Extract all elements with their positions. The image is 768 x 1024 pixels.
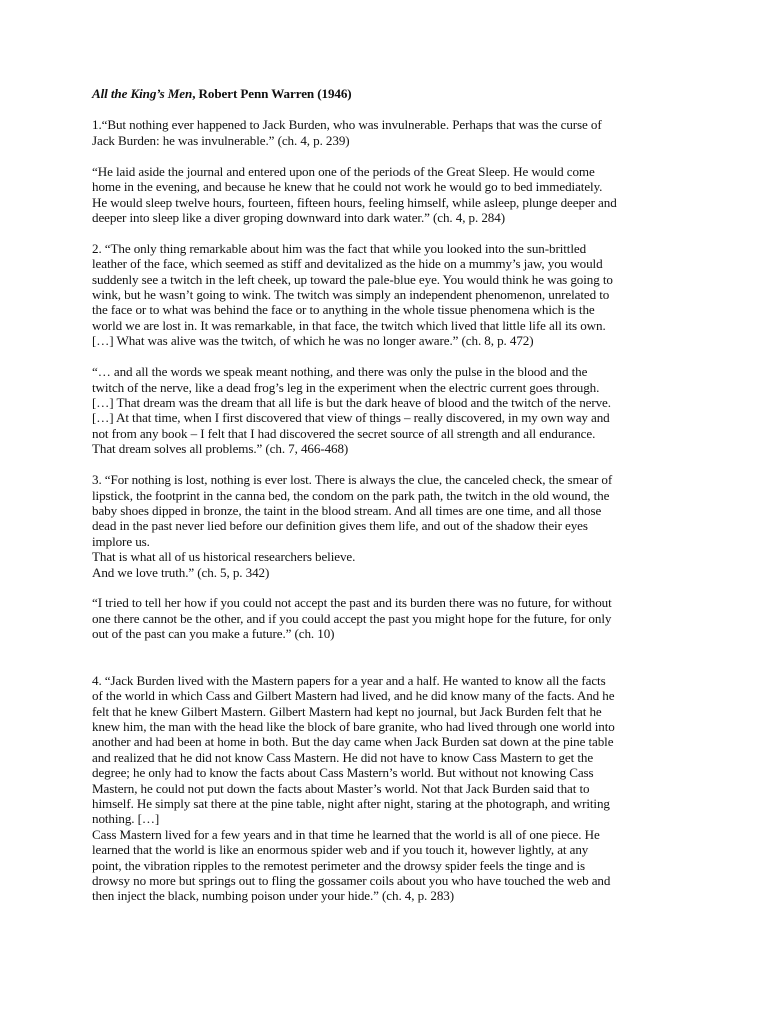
author-and-year: , Robert Penn Warren (1946) bbox=[192, 86, 352, 101]
book-title: All the King’s Men bbox=[92, 86, 193, 101]
quote-paragraph: 4. “Jack Burden lived with the Mastern papers for a year and a half. He wanted to know all the facts of the world in which Cass and Gilbert Mastern had lived, and he did know many of the facts. And he felt that he knew Gilbert Mastern. Gilbert Mastern had kept no journal, but Jack Burden felt that he knew him, the man with the head like the block of bare granite, who had lived through one world into another and had been at home in both. But the day came when Jack Burden sat down at the pine table and realized that he did not know Cass Mastern. He did not have to know Cass Mastern to get the degree; he only had to know the facts about Cass Mastern’s world. But without not knowing Cass Mastern, he could not put down the facts about Master’s world. Not that Jack Burden said that to himself. He simply sat there at the pine table, night after night, staring at the photograph, and writing nothing. […] Cass Mastern lived for a few years and in that time he learned that the world is all of one piece. He learned that the world is like an enormous spider web and if you touch it, however lightly, at any point, the vibration ripples to the remotest perimeter and the drowsy spider feels the tinge and is drowsy no more but springs out to fling the gossamer coils about you who have touched the web and then inject the black, numbing poison under your hide.” (ch. 4, p. 283) bbox=[92, 672, 615, 904]
document-body bbox=[92, 86, 676, 919]
quote-paragraph: 3. “For nothing is lost, nothing is ever lost. There is always the clue, the canceled check, the smear of lipstick, the footprint in the canna bed, the condom on the park path, the twitch in the old wound, the baby shoes dipped in bronze, the taint in the blood stream. And all times are one time, and all those dead in the past never lied before our definition gives them life, and out of the shadow their eyes implore us. That is what all of us historical researchers believe. And we love truth.” (ch. 5, p. 342) bbox=[92, 472, 613, 580]
quote-paragraph: “… and all the words we speak meant nothing, and there was only the pulse in the blood and the twitch of the nerve, like a dead frog’s leg in the experiment when the electric current goes through. […] That dream was the dream that all life is but the dark heave of blood and the twitch of the nerve. […] At that time, when I first discovered that view of things – really discovered, in my own way and not from any book – I felt that I had discovered the secret source of all strength and all endurance. That dream solves all problems.” (ch. 7, 466-468) bbox=[92, 364, 611, 457]
quote-paragraph: 2. “The only thing remarkable about him was the fact that while you looked into the sun-brittled leather of the face, which seemed as stiff and devitalized as the hide on a mummy’s jaw, you would suddenly see a twitch in the left cheek, up toward the pale-blue eye. You would think he was going to wink, but he wasn’t going to wink. The twitch was simply an independent phenomenon, unrelated to the face or to what was behind the face or to anything in the whole tissue phenomena which is the world we are lost in. It was remarkable, in that face, the twitch which lived that little life all its own. […] What was alive was the twitch, of which he was no longer aware.” (ch. 8, p. 472) bbox=[92, 240, 613, 349]
quote-paragraph: “I tried to tell her how if you could not accept the past and its burden there was no future, for without one there cannot be the other, and if you could accept the past you might hope for the future, for only out of the past can you make a future.” (ch. 10) bbox=[92, 595, 612, 642]
document-title bbox=[92, 86, 676, 101]
quote-paragraph: “He laid aside the journal and entered upon one of the periods of the Great Sleep. He would come home in the evening, and because he knew that he could not work he would go to bed immediately. He would sleep twelve hours, fourteen, fifteen hours, feeling himself, while asleep, plunge deeper and deeper into sleep like a diver groping downward into dark water.” (ch. 4, p. 284) bbox=[92, 163, 617, 225]
quote-paragraph: 1.“But nothing ever happened to Jack Burden, who was invulnerable. Perhaps that was the curse of Jack Burden: he was invulnerable.” (ch. 4, p. 239) bbox=[92, 117, 602, 148]
